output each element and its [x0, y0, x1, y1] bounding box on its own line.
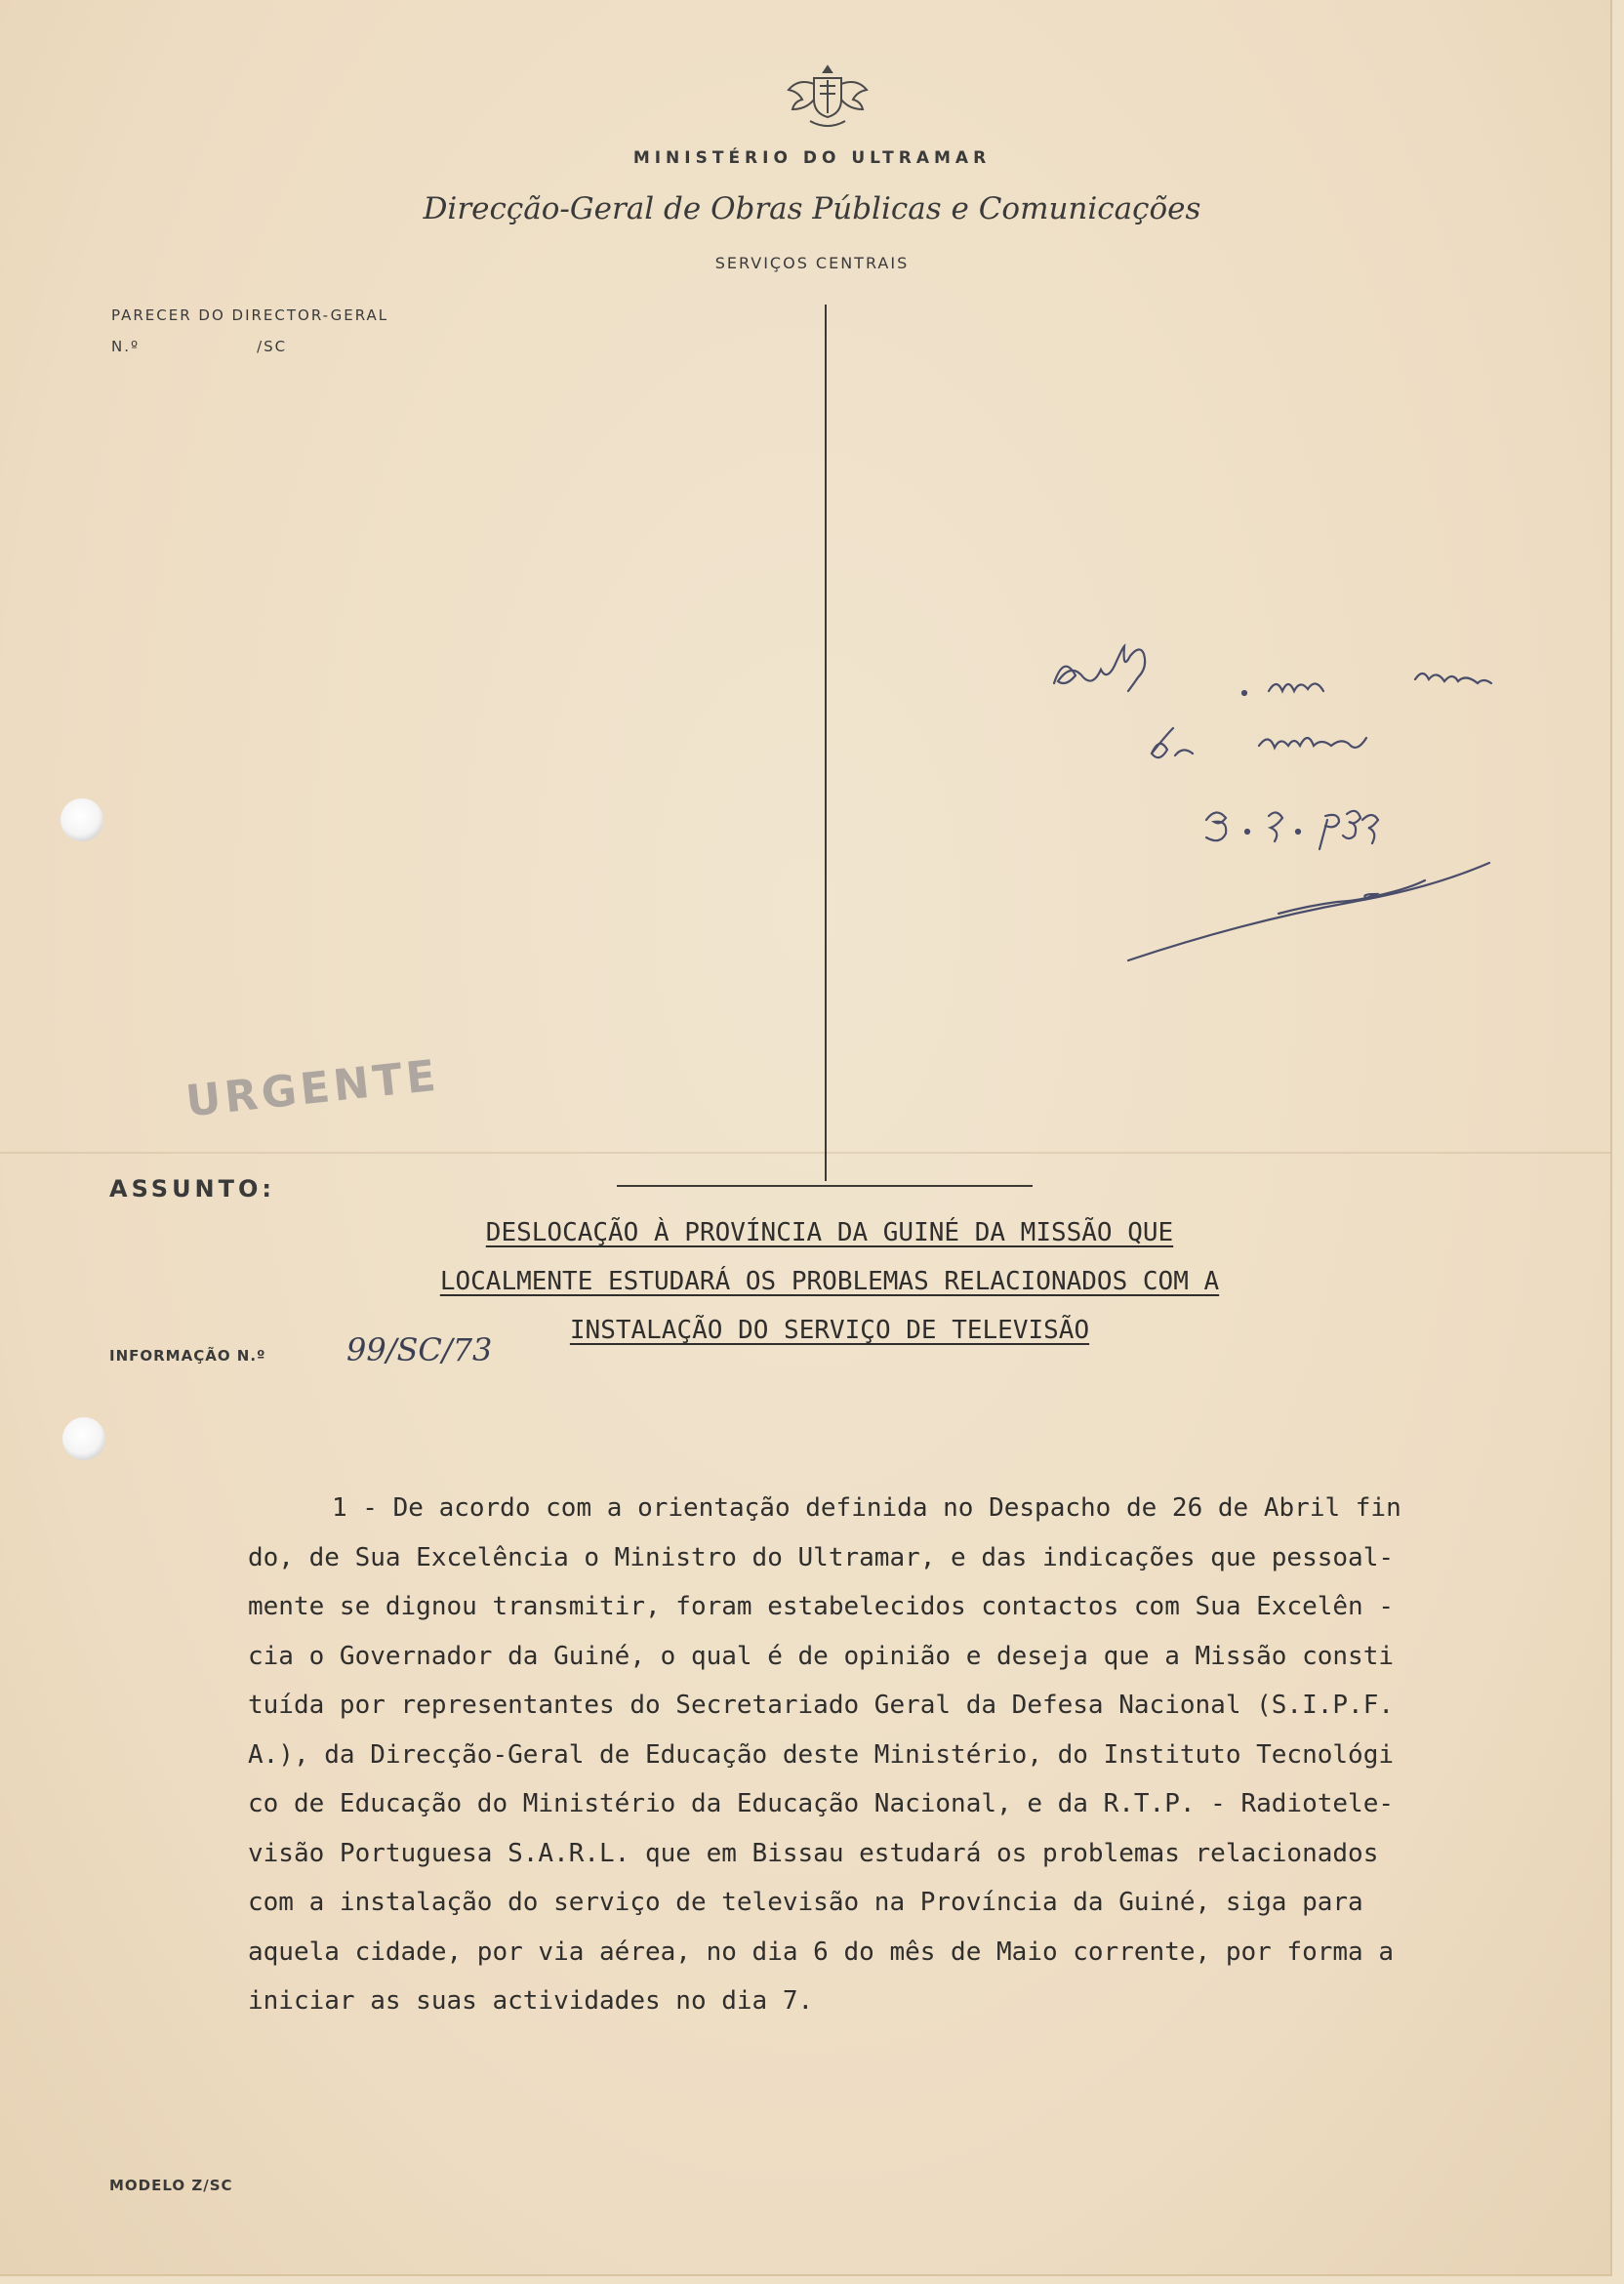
horizontal-divider — [617, 1185, 1033, 1187]
parecer-number — [111, 338, 287, 355]
handwritten-authorization-note — [1035, 625, 1562, 976]
subject-label: ASSUNTO: — [109, 1175, 276, 1203]
ministry-name: MINISTÉRIO DO ULTRAMAR — [632, 148, 992, 168]
body-line: iniciar as suas actividades no dia 7. — [248, 1986, 814, 2016]
body-line: A.), da Direcção-Geral de Educação deste Ministério, do Instituto Tecnológi — [248, 1739, 1394, 1770]
paper-fold — [0, 1152, 1610, 1154]
body-paragraph — [248, 1484, 1536, 2026]
subject-line: DESLOCAÇÃO À PROVÍNCIA DA GUINÉ DA MISSÃO QUE — [485, 1218, 1174, 1247]
body-line: cia o Governador da Guiné, o qual é de opinião e deseja que a Missão consti — [248, 1641, 1394, 1671]
coat-of-arms-icon — [781, 61, 874, 139]
form-model-label: MODELO Z/SC — [109, 2177, 233, 2194]
body-line: visão Portuguesa S.A.R.L. que em Bissau estudará os problemas relacionados — [248, 1838, 1379, 1868]
information-number: 99/SC/73 — [346, 1331, 493, 1368]
subject-line: INSTALAÇÃO DO SERVIÇO DE TELEVISÃO — [569, 1316, 1090, 1345]
body-line: 1 - De acordo com a orientação definida no Despacho de 26 de Abril fin — [332, 1493, 1401, 1523]
body-line: mente se dignou transmitir, foram estabelecidos contactos com Sua Excelên - — [248, 1592, 1394, 1621]
parecer-label: PARECER DO DIRECTOR-GERAL — [111, 306, 389, 324]
body-line: do, de Sua Excelência o Ministro do Ultramar, e das indicações que pessoal- — [248, 1542, 1394, 1572]
punch-hole-icon — [62, 1417, 105, 1460]
services-name: SERVIÇOS CENTRAIS — [714, 254, 910, 272]
body-line: tuída por representantes do Secretariado Geral da Defesa Nacional (S.I.P.F. — [248, 1691, 1394, 1720]
punch-hole-icon — [61, 798, 103, 841]
body-line: com a instalação do serviço de televisão na Província da Guiné, siga para — [248, 1888, 1363, 1917]
subject-line: LOCALMENTE ESTUDARÁ OS PROBLEMAS RELACIONADOS COM A — [439, 1267, 1220, 1296]
directorate-name: Direcção-Geral de Obras Públicas e Comunicações — [423, 191, 1201, 226]
information-label: INFORMAÇÃO N.º — [109, 1347, 266, 1365]
parecer-number-label: N.º — [111, 338, 141, 355]
parecer-number-suffix: /SC — [257, 338, 288, 355]
vertical-divider — [825, 305, 827, 1181]
urgent-stamp: URGENTE — [183, 1050, 442, 1127]
body-line: co de Educação do Ministério da Educação Nacional, e da R.T.P. - Radiotele- — [248, 1789, 1394, 1818]
body-line: aquela cidade, por via aérea, no dia 6 do mês de Maio corrente, por forma a — [248, 1937, 1394, 1967]
